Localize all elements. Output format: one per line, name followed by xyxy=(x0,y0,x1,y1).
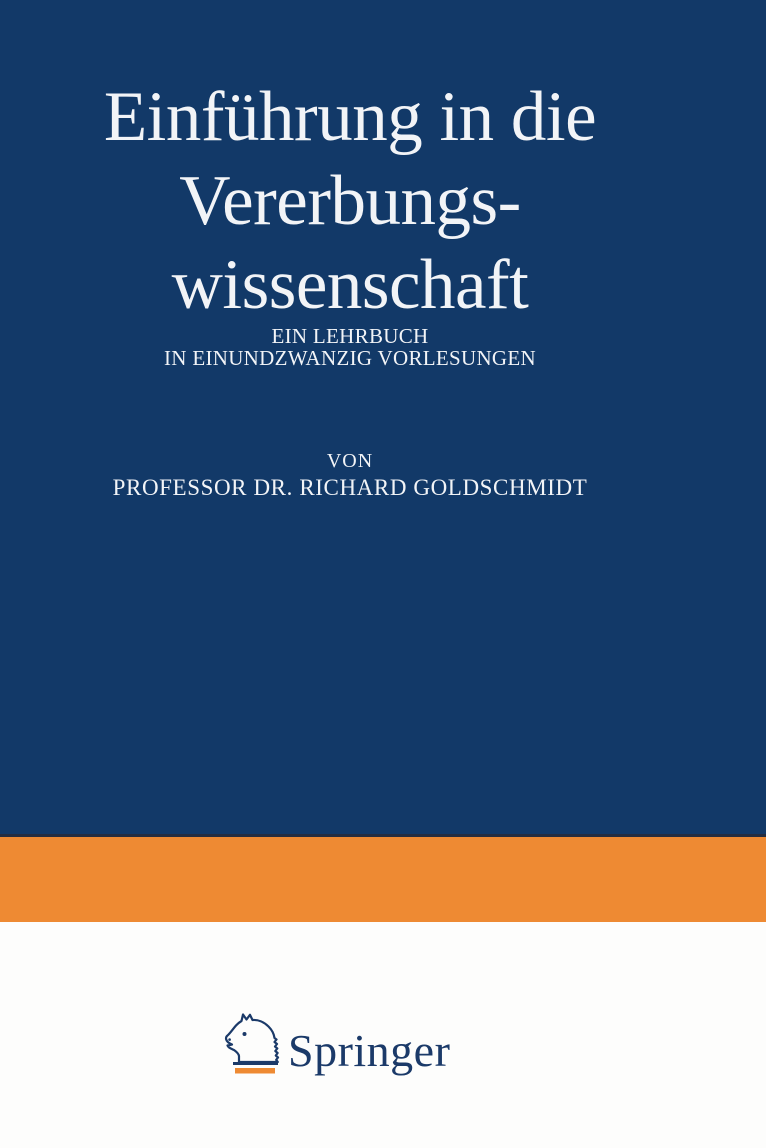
author-name: PROFESSOR DR. RICHARD GOLDSCHMIDT xyxy=(112,475,588,500)
publisher-name: Springer xyxy=(288,1025,451,1076)
logo-orange-underline xyxy=(235,1068,275,1074)
book-title xyxy=(0,75,700,327)
springer-logo xyxy=(222,1010,462,1080)
subtitle-line-2: IN EINUNDZWANZIG VORLESUNGEN xyxy=(164,346,536,370)
title-line-2: Vererbungs- xyxy=(179,162,521,240)
springer-horse-knight-icon xyxy=(222,1010,284,1076)
orange-accent-stripe xyxy=(0,834,766,922)
title-line-3: wissenschaft xyxy=(171,246,529,324)
horse-eye xyxy=(243,1032,247,1036)
byline-von: VON xyxy=(326,450,374,472)
horse-nostril xyxy=(228,1038,231,1041)
title-line-1: Einführung in die xyxy=(103,78,597,156)
subtitle-line-1: EIN LEHRBUCH xyxy=(271,324,429,348)
logo-baseline xyxy=(233,1062,278,1065)
book-subtitle xyxy=(0,325,700,369)
publisher-panel xyxy=(0,922,766,1148)
